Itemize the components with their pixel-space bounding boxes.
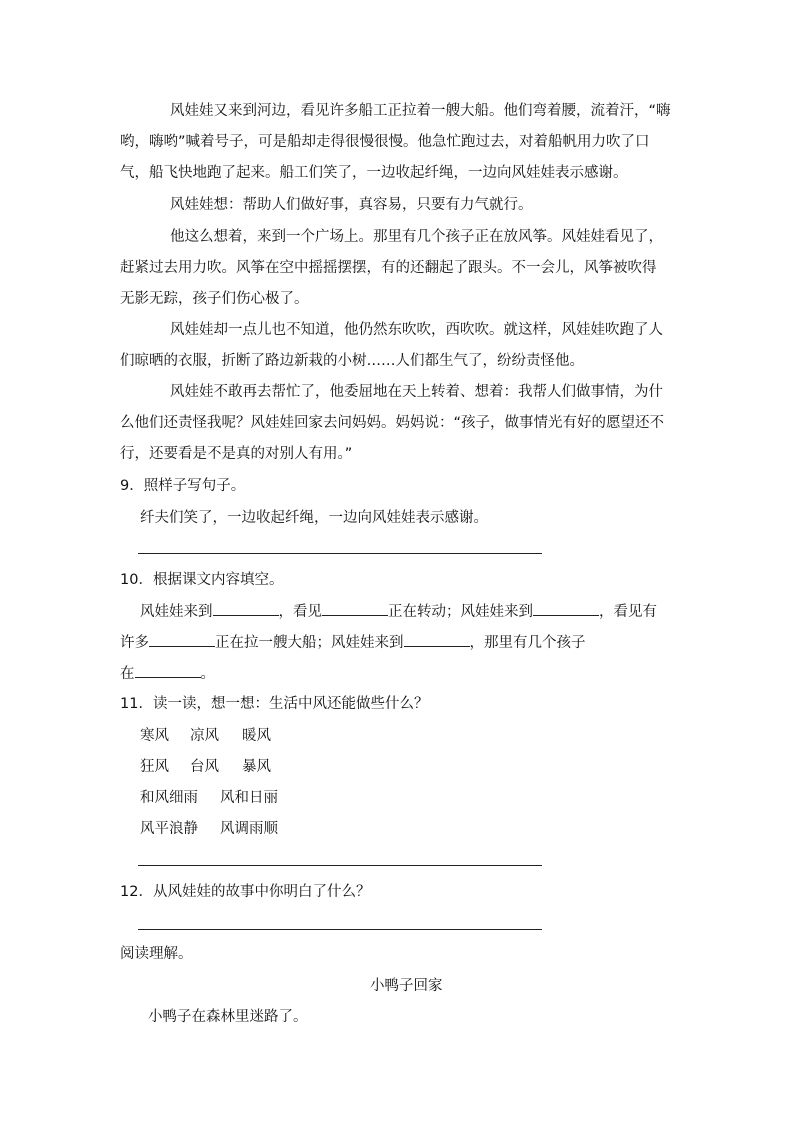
fill-blank[interactable] xyxy=(213,601,279,616)
fill-text: 正在拉一艘大船；风娃娃来到 xyxy=(215,635,404,651)
word: 台风 xyxy=(190,759,219,775)
word-row xyxy=(140,726,540,746)
word-row xyxy=(140,757,540,777)
fill-blank[interactable] xyxy=(149,632,215,647)
word-row xyxy=(140,819,540,839)
question-9-title: 9．照样子写句子。 xyxy=(120,478,246,494)
question-10-line-2 xyxy=(120,632,586,653)
paragraph-3-line-2: 赶紧过去用力吹。风筝在空中摇摇摆摆，有的还翻起了跟头。不一会儿，风筝被吹得 xyxy=(120,260,657,276)
paragraph-2-line-1: 风娃娃想：帮助人们做好事，真容易，只要有力气就行。 xyxy=(170,197,533,213)
paragraph-4-line-1: 风娃娃却一点儿也不知道，他仍然东吹吹，西吹吹。就这样，风娃娃吹跑了人 xyxy=(170,322,663,338)
fill-text: 风娃娃来到 xyxy=(140,604,213,620)
word: 风和日丽 xyxy=(220,790,278,806)
word: 风调雨顺 xyxy=(220,821,278,837)
question-12-title: 12．从风娃娃的故事中你明白了什么？ xyxy=(120,884,371,900)
word: 狂风 xyxy=(140,759,169,775)
paragraph-5-line-1: 风娃娃不敢再去帮忙了，他委屈地在天上转着、想着：我帮人们做事情，为什 xyxy=(170,384,663,400)
fill-text: 许多 xyxy=(120,635,149,651)
word: 风平浪静 xyxy=(140,821,198,837)
reading-label: 阅读理解。 xyxy=(120,946,193,962)
paragraph-1-line-1: 风娃娃又来到河边，看见许多船工正拉着一艘大船。他们弯着腰，流着汗，“嗨 xyxy=(170,103,671,119)
paragraph-3-line-1: 他这么想着，来到一个广场上。那里有几个孩子正在放风筝。风娃娃看见了， xyxy=(170,229,663,245)
question-11-title: 11．读一读，想一想：生活中风还能做些什么？ xyxy=(120,696,429,712)
word: 暖风 xyxy=(242,728,271,744)
question-12-answer-line[interactable] xyxy=(138,929,542,930)
fill-blank[interactable] xyxy=(404,632,470,647)
word: 凉风 xyxy=(190,728,219,744)
reading-first-line: 小鸭子在森林里迷路了。 xyxy=(148,1009,308,1025)
question-11-answer-line[interactable] xyxy=(138,865,542,866)
question-9-example: 纤夫们笑了，一边收起纤绳，一边向风娃娃表示感谢。 xyxy=(140,510,488,526)
question-9-answer-line[interactable] xyxy=(138,553,542,554)
fill-text: ，看见有 xyxy=(599,604,657,620)
reading-title: 小鸭子回家 xyxy=(370,978,443,994)
fill-blank[interactable] xyxy=(533,601,599,616)
paragraph-3-line-3: 无影无踪，孩子们伤心极了。 xyxy=(120,291,309,307)
word: 和风细雨 xyxy=(140,790,198,806)
fill-text: 。 xyxy=(200,666,215,682)
fill-text: ，看见 xyxy=(278,604,322,620)
question-10-line-1 xyxy=(140,601,657,622)
paragraph-1-line-2: 哟，嗨哟”喊着号子，可是船却走得很慢很慢。他急忙跑过去，对着船帆用力吹了口 xyxy=(120,134,650,150)
fill-blank[interactable] xyxy=(322,601,388,616)
paragraph-1-line-3: 气，船飞快地跑了起来。船工们笑了，一边收起纤绳，一边向风娃娃表示感谢。 xyxy=(120,165,628,181)
question-10-title: 10．根据课文内容填空。 xyxy=(120,572,284,588)
fill-text: 正在转动；风娃娃来到 xyxy=(388,604,533,620)
fill-text: ，那里有几个孩子 xyxy=(469,635,586,651)
fill-text: 在 xyxy=(120,666,135,682)
fill-blank[interactable] xyxy=(135,663,201,678)
paragraph-4-line-2: 们晾晒的衣服，折断了路边新栽的小树……人们都生气了，纷纷责怪他。 xyxy=(120,353,584,369)
word: 暴风 xyxy=(242,759,271,775)
paragraph-5-line-2: 么他们还责怪我呢？风娃娃回家去问妈妈。妈妈说：“孩子，做事情光有好的愿望还不 xyxy=(120,415,665,431)
word-row xyxy=(140,788,540,808)
question-10-line-3 xyxy=(120,663,215,684)
word: 寒风 xyxy=(140,728,169,744)
paragraph-5-line-3: 行，还要看是不是真的对别人有用。” xyxy=(120,446,353,462)
